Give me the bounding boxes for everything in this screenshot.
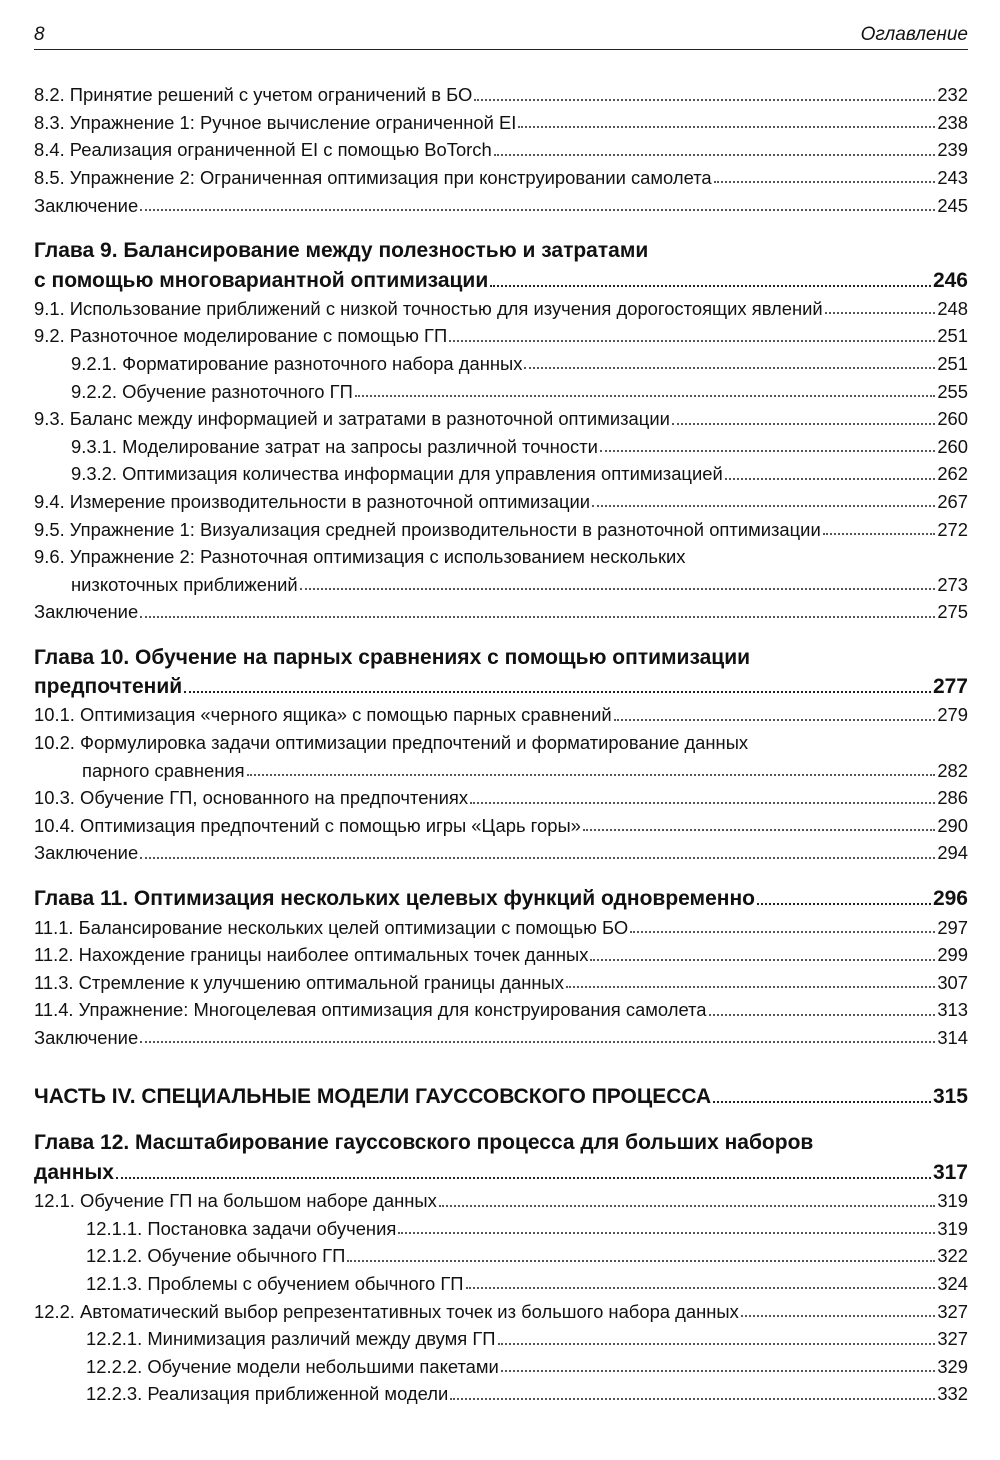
section-gap xyxy=(34,1047,968,1077)
toc-entry xyxy=(34,697,968,725)
toc-entry-title: 12.1.3. Проблемы с обучением обычного ГП xyxy=(86,1272,464,1294)
toc-entry-title: 11.4. Упражнение: Многоцелевая оптимизация для конструирования самолета xyxy=(34,999,707,1021)
toc-page-number: 317 xyxy=(932,1161,968,1184)
dot-leader xyxy=(247,774,936,776)
toc-entry xyxy=(34,187,968,215)
dot-leader xyxy=(518,126,935,128)
toc-page-number: 324 xyxy=(937,1272,968,1294)
toc-entry-title: 8.3. Упражнение 1: Ручное вычисление ограниченной EI xyxy=(34,111,517,133)
dot-leader xyxy=(630,931,935,933)
dot-leader xyxy=(494,154,936,156)
dot-leader xyxy=(600,450,935,452)
toc-entry-title: 8.5. Упражнение 2: Ограниченная оптимизация при конструировании самолета xyxy=(34,166,712,188)
toc-page-number: 246 xyxy=(932,268,968,292)
toc-entry xyxy=(34,780,968,808)
toc-page-number: 275 xyxy=(937,601,968,623)
toc-entry xyxy=(34,1293,968,1321)
toc-page-number: 313 xyxy=(937,999,968,1021)
dot-leader xyxy=(713,1101,931,1103)
dot-leader xyxy=(116,1177,931,1179)
dot-leader xyxy=(184,691,931,693)
dot-leader xyxy=(590,959,935,961)
toc-entry-title: Заключение xyxy=(34,842,139,864)
dot-leader xyxy=(566,986,935,988)
toc-entry-title: 12.2.1. Минимизация различий между двумя ГП xyxy=(86,1328,496,1350)
toc-entry-title: 11.1. Балансирование нескольких целей оптимизации с помощью БО xyxy=(34,916,629,938)
toc-page-number: 322 xyxy=(937,1245,968,1267)
chapter-title-line xyxy=(34,1126,968,1155)
toc-entry-title: 9.3. Баланс между информацией и затратами в разноточной оптимизации xyxy=(34,408,670,430)
toc-page-number: 243 xyxy=(937,166,968,188)
toc-entry-title: Заключение xyxy=(34,601,139,623)
toc-entry xyxy=(34,1266,968,1294)
dot-leader xyxy=(470,802,935,804)
toc-entry-title: 9.4. Измерение производительности в разноточной оптимизации xyxy=(34,490,591,512)
toc-page-number: 255 xyxy=(937,380,968,402)
toc-entry-title: 8.4. Реализация ограниченной EI с помощью BoTorch xyxy=(34,139,492,161)
toc-entry-title: 12.2. Автоматический выбор репрезентативных точек из большого набора данных xyxy=(34,1300,739,1322)
dot-leader xyxy=(714,181,936,183)
toc-entry-title: предпочтений xyxy=(34,675,183,699)
toc-entry-title: Заключение xyxy=(34,1027,139,1048)
toc-entry xyxy=(34,965,968,993)
toc-entry xyxy=(34,539,968,567)
dot-leader xyxy=(355,395,936,397)
toc-entry xyxy=(34,132,968,160)
toc-entry-title: 11.2. Нахождение границы наиболее оптимальных точек данных xyxy=(34,944,589,966)
toc-entry-title: данных xyxy=(34,1161,114,1184)
dot-leader xyxy=(347,1260,935,1262)
toc-entry xyxy=(34,1349,968,1377)
toc-entry xyxy=(34,835,968,863)
toc-entry xyxy=(34,429,968,457)
toc-entry xyxy=(34,318,968,346)
chapter-entry xyxy=(34,1155,968,1183)
dot-leader xyxy=(498,1343,936,1345)
toc-entry xyxy=(34,77,968,105)
toc-entry-title: Глава 11. Оптимизация нескольких целевых функций одновременно xyxy=(34,887,755,911)
toc-entry xyxy=(34,401,968,429)
dot-leader xyxy=(490,285,931,287)
toc-entry xyxy=(34,511,968,539)
toc-page-number: 297 xyxy=(937,916,968,938)
dot-leader xyxy=(450,1398,935,1400)
toc-entry xyxy=(34,909,968,937)
toc-entry xyxy=(34,160,968,188)
toc-page-number: 286 xyxy=(937,787,968,809)
toc-page-number: 282 xyxy=(937,759,968,781)
dot-leader xyxy=(823,533,936,535)
dot-leader xyxy=(741,1315,935,1317)
toc-entry-title: 12.1.1. Постановка задачи обучения xyxy=(86,1217,397,1239)
dot-leader xyxy=(300,588,936,590)
toc-entry-title: 8.2. Принятие решений с учетом ограничений в БО xyxy=(34,84,473,106)
toc-page-number: 279 xyxy=(937,704,968,726)
toc-page-number: 329 xyxy=(937,1355,968,1377)
toc-page-number: 267 xyxy=(937,490,968,512)
toc-entry xyxy=(34,484,968,512)
dot-leader xyxy=(140,616,935,618)
toc-page-number: 260 xyxy=(937,408,968,430)
toc-entry-title: 11.3. Стремление к улучшению оптимальной границы данных xyxy=(34,971,564,993)
dot-leader xyxy=(449,340,935,342)
toc-entry-title: 9.3.2. Оптимизация количества информации для управления оптимизацией xyxy=(71,463,723,485)
toc-entry-title: 10.4. Оптимизация предпочтений с помощью игры «Царь горы» xyxy=(34,814,581,836)
toc-page-number: 296 xyxy=(932,887,968,911)
toc-page-number: 232 xyxy=(937,84,968,106)
toc-entry-title: 9.2. Разноточное моделирование с помощью ГП xyxy=(34,325,448,347)
toc-page-number: 262 xyxy=(937,463,968,485)
toc-entry xyxy=(34,1321,968,1349)
dot-leader xyxy=(474,99,935,101)
toc-entry xyxy=(34,992,968,1020)
dot-leader xyxy=(439,1205,936,1207)
dot-leader xyxy=(140,857,935,859)
toc-page-number: 251 xyxy=(937,325,968,347)
toc-entry xyxy=(34,373,968,401)
toc-entry-title: 12.2.2. Обучение модели небольшими пакетами xyxy=(86,1355,499,1377)
toc-entry xyxy=(34,725,968,753)
dot-leader xyxy=(398,1232,935,1234)
toc-entry xyxy=(34,291,968,319)
toc-page-number: 327 xyxy=(937,1328,968,1350)
section-gap xyxy=(34,1107,968,1126)
toc-page-number: 314 xyxy=(937,1027,968,1048)
dot-leader xyxy=(524,367,935,369)
table-of-contents xyxy=(34,77,968,1404)
toc-page-number: 272 xyxy=(937,518,968,540)
toc-page-number: 315 xyxy=(932,1085,968,1109)
dot-leader xyxy=(825,312,936,314)
dot-leader xyxy=(140,209,935,211)
section-gap xyxy=(34,215,968,234)
toc-page-number: 277 xyxy=(932,675,968,699)
toc-entry xyxy=(34,105,968,133)
toc-page-number: 319 xyxy=(937,1217,968,1239)
part-entry xyxy=(34,1077,968,1107)
dot-leader xyxy=(709,1014,936,1016)
toc-page-number: 273 xyxy=(937,573,968,595)
toc-entry xyxy=(34,456,968,484)
dot-leader xyxy=(592,505,935,507)
toc-entry-title: 12.2.3. Реализация приближенной модели xyxy=(86,1383,449,1405)
toc-entry-title: 9.2.1. Форматирование разноточного набора данных xyxy=(71,352,523,374)
toc-entry-title: с помощью многовариантной оптимизации xyxy=(34,268,489,292)
chapter-title-line xyxy=(34,641,968,670)
toc-entry-title: 12.1. Обучение ГП на большом наборе данных xyxy=(34,1190,437,1212)
toc-entry xyxy=(34,808,968,836)
dot-leader xyxy=(583,829,935,831)
dot-leader xyxy=(466,1287,936,1289)
page-number: 8 xyxy=(34,24,45,45)
toc-entry-title: 9.2.2. Обучение разноточного ГП xyxy=(71,380,353,402)
toc-entry-title: Заключение xyxy=(34,194,139,216)
chapter-entry xyxy=(34,263,968,291)
toc-page-number: 299 xyxy=(937,944,968,966)
toc-entry xyxy=(34,937,968,965)
toc-entry-continuation xyxy=(34,567,968,595)
toc-entry-title: 10.3. Обучение ГП, основанного на предпочтениях xyxy=(34,787,469,809)
page-header xyxy=(34,22,968,50)
toc-entry-title: парного сравнения xyxy=(82,759,245,781)
toc-page-number: 238 xyxy=(937,111,968,133)
toc-entry-title: 9.5. Упражнение 1: Визуализация средней производительности в разноточной оптимизации xyxy=(34,518,821,540)
toc-page-number: 239 xyxy=(937,139,968,161)
chapter-title: Глава 10. Обучение на парных сравнениях с помощью оптимизации xyxy=(34,645,751,669)
section-gap xyxy=(34,863,968,882)
section-gap xyxy=(34,622,968,641)
toc-entry xyxy=(34,1376,968,1404)
toc-page-number: 307 xyxy=(937,971,968,993)
toc-page-number: 248 xyxy=(937,297,968,319)
chapter-entry xyxy=(34,670,968,698)
toc-entry-title: ЧАСТЬ IV. СПЕЦИАЛЬНЫЕ МОДЕЛИ ГАУССОВСКОГО ПРОЦЕССА xyxy=(34,1085,712,1109)
dot-leader xyxy=(725,478,936,480)
toc-page-number: 294 xyxy=(937,842,968,864)
toc-entry-continuation xyxy=(34,752,968,780)
toc-entry xyxy=(34,1020,968,1048)
toc-entry-title: 10.1. Оптимизация «черного ящика» с помощью парных сравнений xyxy=(34,704,612,726)
dot-leader xyxy=(614,719,936,721)
toc-entry-title: 9.6. Упражнение 2: Разноточная оптимизация с использованием нескольких xyxy=(34,546,686,568)
dot-leader xyxy=(501,1370,936,1372)
toc-page-number: 251 xyxy=(937,352,968,374)
toc-entry xyxy=(34,346,968,374)
running-head: Оглавление xyxy=(860,24,968,45)
toc-entry xyxy=(34,594,968,622)
toc-page-number: 332 xyxy=(937,1383,968,1405)
dot-leader xyxy=(757,903,931,905)
toc-entry-title: 9.1. Использование приближений с низкой точностью для изучения дорогостоящих явлений xyxy=(34,297,823,319)
dot-leader xyxy=(672,423,935,425)
chapter-title-line xyxy=(34,234,968,263)
toc-entry-title: 9.3.1. Моделирование затрат на запросы различной точности xyxy=(71,435,598,457)
chapter-entry xyxy=(34,882,968,910)
toc-page-number: 327 xyxy=(937,1300,968,1322)
toc-page-number: 290 xyxy=(937,814,968,836)
toc-entry-title: низкоточных приближений xyxy=(71,573,298,595)
toc-entry xyxy=(34,1211,968,1239)
toc-entry-title: 12.1.2. Обучение обычного ГП xyxy=(86,1245,346,1267)
chapter-title: Глава 9. Балансирование между полезностью и затратами xyxy=(34,238,649,262)
toc-entry xyxy=(34,1183,968,1211)
toc-entry xyxy=(34,1238,968,1266)
toc-page-number: 245 xyxy=(937,194,968,216)
chapter-title: Глава 12. Масштабирование гауссовского процесса для больших наборов xyxy=(34,1131,814,1155)
toc-page-number: 319 xyxy=(937,1190,968,1212)
dot-leader xyxy=(140,1041,935,1043)
toc-page-number: 260 xyxy=(937,435,968,457)
toc-entry-title: 10.2. Формулировка задачи оптимизации предпочтений и форматирование данных xyxy=(34,732,749,754)
